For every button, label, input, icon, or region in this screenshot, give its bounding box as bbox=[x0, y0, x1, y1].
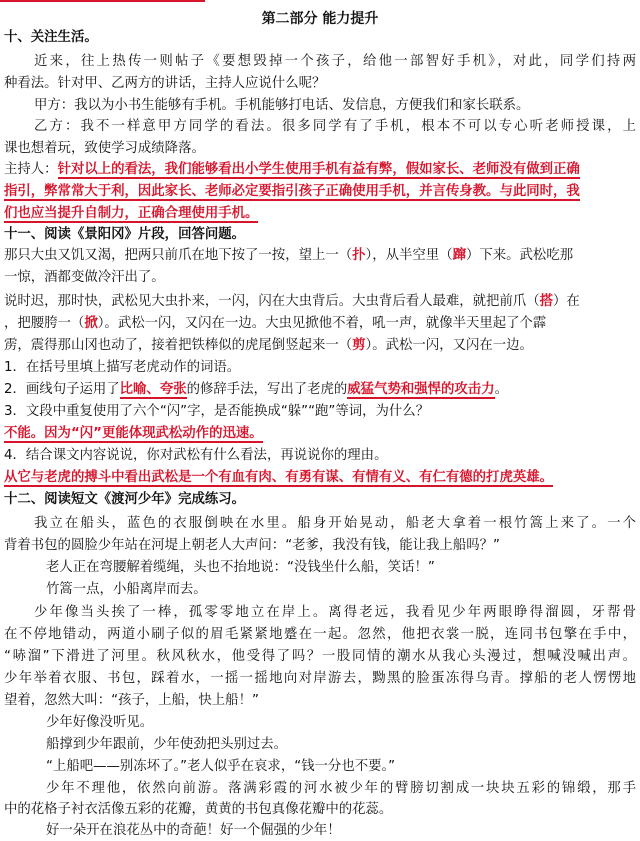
answer-jian: 剪 bbox=[352, 338, 366, 353]
s12-line-11: 船撑到少年跟前，少年使劲把头别过去。 bbox=[46, 737, 288, 752]
s11-text-1b: ），从半空里（ bbox=[365, 248, 453, 263]
s11-text-line-2: 一惊，酒都变做冷汗出了。 bbox=[4, 270, 165, 285]
answer-cuan: 蹿 bbox=[452, 248, 466, 263]
s11-question-3: 3．文段中重复使用了六个“闪”字，是否能换成“躲”“跑”等词，为什么？ bbox=[4, 404, 430, 419]
host-answer-text-3: 们也应当提升自制力，正确合理使用手机。 bbox=[4, 206, 259, 221]
s10-paragraph-line-1: 近来，往上热传一则帖子《要想毁掉一个孩子，给他一部智好手机》，对此，同学们持两 bbox=[34, 54, 636, 69]
s12-line-1: 我立在船头，蓝色的衣服倒映在水里。船身开始晃动，船老大拿着一根竹篙上来了。一个 bbox=[34, 516, 636, 531]
s11-text-1a: 那只大虫又饥又渴，把两只前爪在地下按了一按，望上一（ bbox=[4, 248, 353, 263]
q2-text-b: 的修辞手法，写出了老虎的 bbox=[186, 382, 348, 397]
s12-line-6: 在不停地错动，两道小刷子似的眉毛紧紧地蹙在一起。忽然，他把衣裳一脱，连同书包擎在手中， bbox=[4, 627, 636, 642]
s11-question-4-answer-line bbox=[4, 468, 636, 488]
answer-effect: 威猛气势和强悍的攻击力 bbox=[347, 382, 495, 397]
s10-host-answer-line-2 bbox=[4, 182, 636, 202]
s12-line-10: 少年好像没听见。 bbox=[46, 715, 154, 730]
s12-line-14: 中的花格子衬衣活像五彩的花瓣，黄黄的书包真像花瓣中的花蕊。 bbox=[4, 802, 393, 817]
section11-heading: 十一、阅读《景阳冈》片段，回答问题。 bbox=[4, 227, 246, 242]
s12-line-7: “哧溜”下滑进了河里。秋风秋水，他受得了吗？一股同情的潮水从我心头漫过，想喊没喊出声。 bbox=[4, 649, 636, 664]
section10-heading: 十、关注生活。 bbox=[4, 30, 98, 45]
s11-question-4: 4．结合课文内容说说，你对武松有什么看法，再说说你的理由。 bbox=[4, 448, 388, 463]
host-answer-text-1: 针对以上的看法，我们能够看出小学生使用手机有益有弊，假如家长、老师没有做到正确 bbox=[57, 162, 580, 177]
s11-text-line-3 bbox=[4, 292, 636, 312]
s10-side-jia: 甲方：我以为小书生能够有手机。手机能够打电话、发信息，方便我们和家长联系。 bbox=[34, 98, 530, 113]
s10-side-yi-line-1: 乙方：我不一样意甲方同学的看法。很多同学有了手机，根本不可以专心听老师授课，上 bbox=[34, 119, 636, 134]
q2-text-a: 2．画线句子运用了 bbox=[4, 382, 120, 397]
top-red-rule bbox=[0, 0, 205, 2]
q2-text-c: 。 bbox=[494, 382, 508, 397]
answer-da: 搭 bbox=[539, 294, 554, 309]
s10-paragraph-line-2: 种看法。针对甲、乙两方的讲话，主持人应说什么呢？ bbox=[4, 76, 326, 91]
s11-question-1: 1．在括号里填上描写老虎动作的词语。 bbox=[4, 360, 241, 375]
s12-line-13: 少年不理他，依然向前游。落满彩霞的河水被少年的臂膀切割成一块块五彩的锦缎，那手 bbox=[46, 781, 636, 796]
s10-host-answer-line-1 bbox=[4, 160, 636, 180]
s11-text-3a: 说时迟，那时快，武松见大虫扑来，一闪，闪在大虫背后。大虫背后看人最难，就把前爪（ bbox=[4, 294, 540, 309]
s12-line-2: 背着书包的圆脸少年站在河堤上朝老人大声问：“老爹，我没有钱，能让我上船吗？” bbox=[4, 538, 500, 553]
s11-answer-3: 不能。因为“闪”更能体现武松动作的迅速。 bbox=[4, 426, 263, 441]
s11-text-5b: ）。武松一闪，又闪在一边。 bbox=[365, 338, 533, 353]
s11-question-2 bbox=[4, 380, 636, 400]
s12-line-12: “上船吧——别冻坏了。”老人似乎在哀求，“钱一分也不要。” bbox=[46, 759, 396, 774]
s11-text-4b: ）。武松一闪，又闪在一边。大虫见掀他不着，吼一声，就像半天里起了个霹 bbox=[97, 316, 547, 331]
top-rule bbox=[0, 0, 640, 3]
s12-line-15: 好一朵开在浪花丛中的奇葩！好一个倔强的少年！ bbox=[46, 823, 341, 838]
s11-text-line-5 bbox=[4, 336, 636, 356]
s11-text-3b: ）在 bbox=[553, 294, 580, 309]
s11-text-line-1 bbox=[4, 246, 636, 266]
s11-question-3-answer-line bbox=[4, 424, 636, 444]
answer-rhetoric: 比喻、夸张 bbox=[119, 382, 187, 397]
section12-heading: 十二、阅读短文《渡河少年》完成练习。 bbox=[4, 492, 246, 507]
s12-line-3: 老人正在弯腰解着缆绳，头也不抬地说：“没钱坐什么船，笑话！” bbox=[46, 560, 435, 575]
s11-text-4a: ，把腰胯一（ bbox=[4, 316, 85, 331]
host-answer-text-2: 指引，弊常常大于利，因此家长、老师必定要指引孩子正确使用手机，并言传身教。与此同时，我 bbox=[4, 184, 580, 199]
page-title: 第二部分 能力提升 bbox=[261, 11, 379, 27]
s11-text-5a: 雳，震得那山冈也动了，接着把铁棒似的虎尾倒竖起来一（ bbox=[4, 338, 353, 353]
s12-line-9: 望着，忽然大叫：“孩子，上船，快上船！” bbox=[4, 693, 259, 708]
s12-line-8: 少年举着衣服、书包，踩着水，一摇一摇地向对岸游去，黝黑的脸蛋冻得乌青。撑船的老人愣愣地 bbox=[4, 671, 636, 686]
answer-pu: 扑 bbox=[352, 248, 366, 263]
s11-text-line-4 bbox=[4, 314, 636, 334]
s12-line-4: 竹篙一点，小船离岸而去。 bbox=[46, 582, 207, 597]
s11-text-1c: ）下来。武松吃那 bbox=[465, 248, 574, 263]
s10-side-yi-line-2: 课也想着玩，致使学习成绩降落。 bbox=[4, 141, 205, 156]
s11-answer-4: 从它与老虎的搏斗中看出武松是一个有血有肉、有勇有谋、有情有义、有仁有德的打虎英雄。 bbox=[4, 470, 554, 485]
s12-line-5: 少年像当头挨了一棒，孤零零地立在岸上。离得老远，我看见少年两眼睁得溜圆，牙帮骨 bbox=[34, 605, 636, 620]
answer-xian: 掀 bbox=[84, 316, 98, 331]
host-label: 主持人： bbox=[4, 162, 58, 177]
s10-host-answer-line-3 bbox=[4, 204, 636, 224]
